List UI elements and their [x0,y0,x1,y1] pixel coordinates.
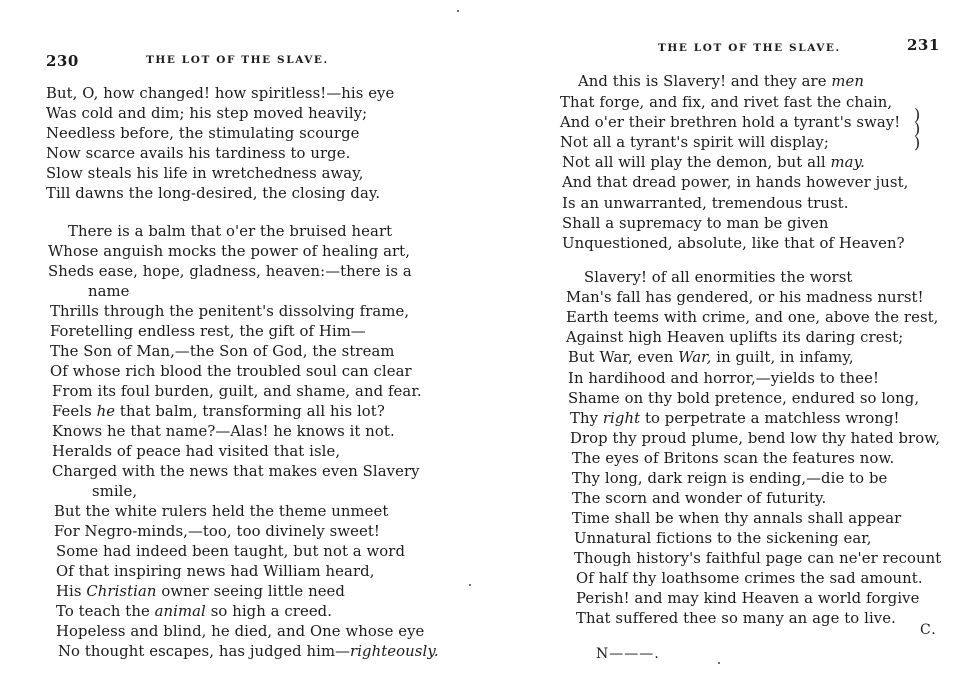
poem-line: Heralds of peace had visited that isle, [52,443,341,460]
poem-line: Slow steals his life in wretchedness away, [46,165,364,182]
poem-line: Thy long, dark reign is ending,—die to be [572,470,888,487]
poem-line: And this is Slavery! and they are men [578,73,865,90]
poem-line: That suffered thee so many an age to live. [576,610,896,627]
italic-text: War, [678,349,712,366]
poem-line: Needless before, the stimulating scourge [46,125,360,142]
poem-line: Feels he that balm, transforming all his lot? [52,403,385,420]
poem-line: Was cold and dim; his step moved heavily; [46,105,368,122]
poem-line: Perish! and may kind Heaven a world forgive [576,590,920,607]
poem-line: Unnatural fictions to the sickening ear, [574,530,872,547]
poem-line: Sheds ease, hope, gladness, heaven:—there is a [48,263,412,280]
poem-line: Earth teems with crime, and one, above the rest, [566,309,939,326]
signature: C. [920,622,937,638]
poem-line: To teach the animal so high a creed. [56,603,333,620]
print-speck [457,10,459,12]
poem-line: Till dawns the long-desired, the closing day. [46,185,381,202]
page-number: 230 [46,52,79,70]
margin-brace: ) ) ) [914,105,921,152]
poem-line: Against high Heaven uplifts its daring crest; [566,329,904,346]
poem-line: And that dread power, in hands however just, [562,174,909,191]
page-number: 231 [907,36,940,54]
running-head: THE LOT OF THE SLAVE. [658,42,841,54]
poem-line: Now scarce avails his tardiness to urge. [46,145,351,162]
italic-text: may. [830,154,865,171]
italic-text: animal [154,603,206,620]
poem-line: smile, [92,483,138,500]
poem-line: Man's fall has gendered, or his madness nurst! [566,289,924,306]
poem-line: His Christian owner seeing little need [56,583,345,600]
poem-line: Though history's faithful page can ne'er recount [574,550,942,567]
poem-line: Slavery! of all enormities the worst [584,269,853,286]
poem-line: Unquestioned, absolute, like that of Heaven? [562,235,905,252]
poem-line: Drop thy proud plume, bend low thy hated brow, [570,430,941,447]
poem-line: But, O, how changed! how spiritless!—his eye [46,85,395,102]
poem-line: Shall a supremacy to man be given [562,215,829,232]
poem-line: Shame on thy bold pretence, endured so long, [568,390,920,407]
poem-line: Some had indeed been taught, but not a word [56,543,406,560]
poem-line: But War, even War, in guilt, in infamy, [568,349,854,366]
poem-line: Of that inspiring news had William heard, [56,563,375,580]
poem-line: The Son of Man,—the Son of God, the stream [50,343,395,360]
poem-line: There is a balm that o'er the bruised heart [68,223,393,240]
italic-text: righteously. [350,643,439,660]
right-page [490,0,980,684]
italic-text: he [96,403,116,420]
running-head: THE LOT OF THE SLAVE. [146,54,329,66]
poem-line: The scorn and wonder of futurity. [572,490,827,507]
poem-line: And o'er their brethren hold a tyrant's sway! [560,114,901,131]
poem-line: Time shall be when thy annals shall appear [572,510,902,527]
poem-line: That forge, and fix, and rivet fast the chain, [560,94,893,111]
poem-line: Foretelling endless rest, the gift of Him— [50,323,366,340]
poem-line: Not all a tyrant's spirit will display; [560,134,829,151]
italic-text: Christian [86,583,157,600]
poem-line: Not all will play the demon, but all may. [562,154,865,171]
poem-line: Charged with the news that makes even Slavery [52,463,420,480]
poem-line: The eyes of Britons scan the features now. [572,450,895,467]
poem-line: Hopeless and blind, he died, and One whose eye [56,623,425,640]
poem-line: In hardihood and horror,—yields to thee! [568,370,880,387]
next-author: N———. [596,646,660,662]
poem-line: Thy right to perpetrate a matchless wrong! [570,410,900,427]
italic-text: right [602,410,641,427]
poem-line: Of half thy loathsome crimes the sad amount. [576,570,923,587]
italic-text: men [831,73,865,90]
poem-line: No thought escapes, has judged him—righteously. [58,643,439,660]
poem-line: But the white rulers held the theme unmeet [54,503,389,520]
print-speck [718,662,720,664]
poem-line: From its foul burden, guilt, and shame, and fear. [52,383,422,400]
print-speck [469,584,471,586]
poem-line: Thrills through the penitent's dissolving frame, [50,303,410,320]
poem-line: Whose anguish mocks the power of healing art, [48,243,411,260]
poem-line: Is an unwarranted, tremendous trust. [562,195,849,212]
poem-line: name [88,283,130,300]
poem-line: For Negro-minds,—too, too divinely sweet! [54,523,380,540]
poem-line: Knows he that name?—Alas! he knows it not. [52,423,395,440]
poem-line: Of whose rich blood the troubled soul can clear [50,363,412,380]
